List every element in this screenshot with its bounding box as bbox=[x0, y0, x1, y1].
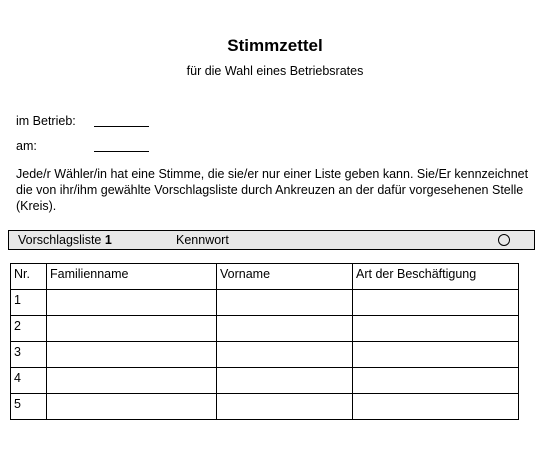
vorname-cell bbox=[217, 290, 353, 316]
vorname-cell bbox=[217, 368, 353, 394]
table-row bbox=[11, 316, 519, 342]
beschaeftigung-cell bbox=[353, 290, 519, 316]
row-number-cell: 3 bbox=[11, 342, 47, 368]
column-header-nr: Nr. bbox=[11, 264, 47, 290]
candidate-table bbox=[10, 263, 519, 420]
beschaeftigung-cell bbox=[353, 342, 519, 368]
list-header-bar bbox=[8, 230, 535, 250]
row-number-cell: 2 bbox=[11, 316, 47, 342]
voting-instructions: Jede/r Wähler/in hat eine Stimme, die sie/er nur einer Liste geben kann. Sie/Er kennzeichnet die von ihr/ihm gewählte Vorschlagsliste durch Ankreuzen an der dafür vorgesehenen Stelle (Kreis). bbox=[16, 167, 529, 213]
row-number-cell: 1 bbox=[11, 290, 47, 316]
date-label: am: bbox=[16, 139, 37, 153]
betrieb-field bbox=[16, 114, 149, 128]
row-number-cell: 4 bbox=[11, 368, 47, 394]
betrieb-label: im Betrieb: bbox=[16, 114, 76, 128]
familienname-cell bbox=[47, 290, 217, 316]
column-header-familienname: Familienname bbox=[47, 264, 217, 290]
column-header-beschaeftigung: Art der Beschäftigung bbox=[353, 264, 519, 290]
table-row bbox=[11, 368, 519, 394]
table-row bbox=[11, 290, 519, 316]
date-field bbox=[16, 139, 149, 153]
vote-circle[interactable] bbox=[498, 234, 510, 246]
list-label bbox=[18, 233, 112, 247]
beschaeftigung-cell bbox=[353, 368, 519, 394]
table-row bbox=[11, 394, 519, 420]
beschaeftigung-cell bbox=[353, 316, 519, 342]
familienname-cell bbox=[47, 316, 217, 342]
familienname-cell bbox=[47, 368, 217, 394]
row-number-cell: 5 bbox=[11, 394, 47, 420]
list-label-text: Vorschlagsliste bbox=[18, 233, 102, 247]
list-number: 1 bbox=[104, 233, 112, 247]
ballot-subtitle: für die Wahl eines Betriebsrates bbox=[186, 64, 364, 78]
table-row bbox=[11, 342, 519, 368]
column-header-vorname: Vorname bbox=[217, 264, 353, 290]
familienname-cell bbox=[47, 394, 217, 420]
table-header-row bbox=[11, 264, 519, 290]
familienname-cell bbox=[47, 342, 217, 368]
kennwort-label: Kennwort bbox=[176, 233, 229, 247]
vorname-cell bbox=[217, 394, 353, 420]
betrieb-blank-line bbox=[94, 125, 149, 127]
date-blank-line bbox=[94, 150, 149, 152]
vorname-cell bbox=[217, 316, 353, 342]
ballot-title: Stimmzettel bbox=[227, 36, 323, 55]
beschaeftigung-cell bbox=[353, 394, 519, 420]
vorname-cell bbox=[217, 342, 353, 368]
